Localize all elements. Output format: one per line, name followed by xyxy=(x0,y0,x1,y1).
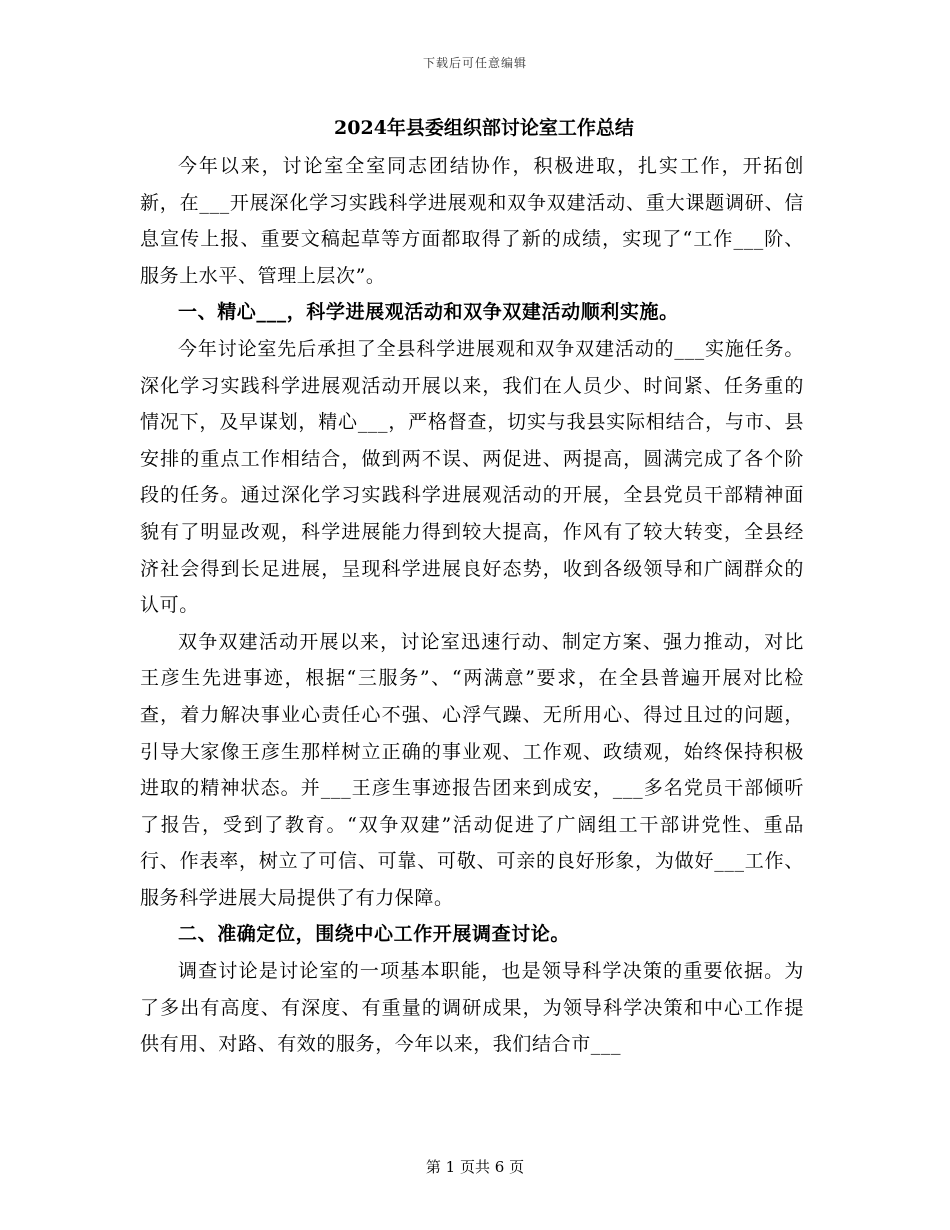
header-note: 下载后可任意编辑 xyxy=(422,56,527,70)
document-title: 2024年县委组织部讨论室工作总结 xyxy=(334,117,634,139)
paragraph-intro: 今年以来，讨论室全室同志团结协作，积极进取，扎实工作，开拓创新，在___开展深化学习实践科学进展观和双争双建活动、重大课题调研、信息宣传上报、重要文稿起草等方面都取得了新的成绩，实现了“工作___阶、服务上水平、管理上层次”。 xyxy=(140,155,804,287)
section-heading-2: 二、准确定位，围绕中心工作开展调查讨论。 xyxy=(178,923,571,946)
paragraph-section-1b: 双争双建活动开展以来，讨论室迅速行动、制定方案、强力推动，对比王彦生先进事迹，根据“三服务”、“两满意”要求，在全县普遍开展对比检查，着力解决事业心责任心不强、心浮气躁、无所用心、得过且过的问题，引导大家像王彦生那样树立正确的事业观、工作观、政绩观，始终保持积极进取的精神状态。并___王彦生事迹报告团来到成安，___多名党员干部倾听了报告，受到了教育。“双争双建”活动促进了广阔组工干部讲党性、重品行、作表率，树立了可信、可靠、可敬、可亲的良好形象，为做好___工作、服务科学进展大局提供了有力保障。 xyxy=(140,630,804,909)
section-heading-1: 一、精心___，科学进展观活动和双争双建活动顺利实施。 xyxy=(178,301,679,324)
document-body xyxy=(140,112,804,1063)
paragraph-section-2a: 调查讨论是讨论室的一项基本职能，也是领导科学决策的重要依据。为了多出有高度、有深度、有重量的调研成果，为领导科学决策和中心工作提供有用、对路、有效的服务，今年以来，我们结合市___ xyxy=(140,960,804,1056)
page-footer: 第 1 页共 6 页 xyxy=(425,1158,525,1176)
paragraph-section-1a: 今年讨论室先后承担了全县科学进展观和双争双建活动的___实施任务。深化学习实践科学进展观活动开展以来，我们在人员少、时间紧、任务重的情况下，及早谋划，精心___，严格督查，切实与我县实际相结合，与市、县安排的重点工作相结合，做到两不误、两促进、两提高，圆满完成了各个阶段的任务。通过深化学习实践科学进展观活动的开展，全县党员干部精神面貌有了明显改观，科学进展能力得到较大提高，作风有了较大转变，全县经济社会得到长足进展，呈现科学进展良好态势，收到各级领导和广阔群众的认可。 xyxy=(140,337,804,617)
